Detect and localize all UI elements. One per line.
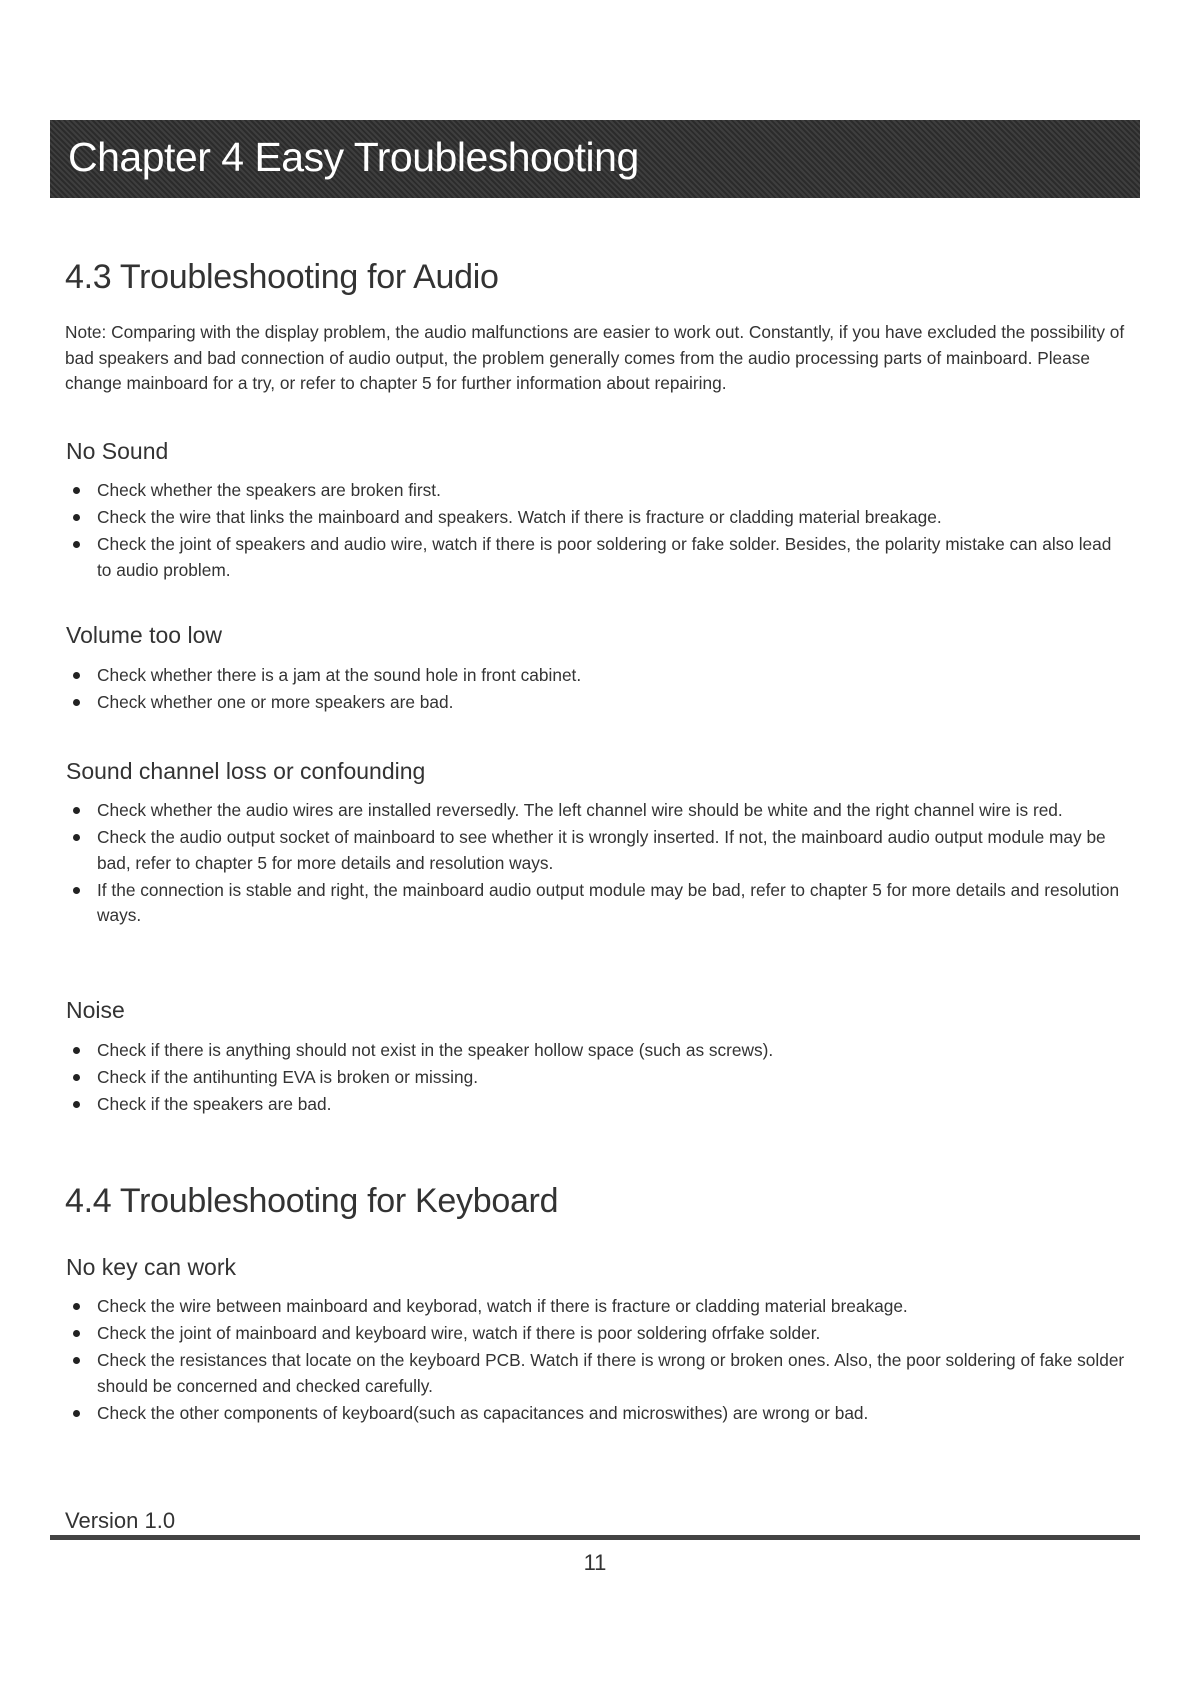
bullet-list xyxy=(0,478,1130,585)
list-item-text: Check the other components of keyboard(such as capacitances and microswithes) are wrong or bad. xyxy=(97,1402,869,1423)
list-item xyxy=(0,1065,1130,1091)
list-item xyxy=(0,1038,1130,1064)
bullet-icon xyxy=(73,487,80,494)
section-title-keyboard: 4.4 Troubleshooting for Keyboard xyxy=(65,1182,559,1220)
list-item xyxy=(0,663,1130,689)
section-title-audio: 4.3 Troubleshooting for Audio xyxy=(65,258,499,296)
list-item xyxy=(0,478,1130,504)
bullet-icon xyxy=(73,1357,80,1364)
page-number: 11 xyxy=(583,1550,607,1575)
list-item xyxy=(0,798,1130,824)
bullet-icon xyxy=(73,1330,80,1337)
bullet-icon xyxy=(73,699,80,706)
list-item-text: Check whether one or more speakers are bad. xyxy=(97,692,454,712)
bullet-icon xyxy=(73,541,80,548)
bullet-icon xyxy=(73,1303,80,1310)
list-item-text: Check if the antihunting EVA is broken or missing. xyxy=(97,1067,479,1087)
footer-divider xyxy=(50,1535,1140,1540)
list-item xyxy=(0,1294,1130,1320)
list-item-text: Check whether the speakers are broken first. xyxy=(97,480,441,500)
chapter-header-bar xyxy=(50,120,1140,198)
list-item-text: Check the joint of speakers and audio wire, watch if there is poor soldering or fake solder. Besides, the polarity mistake can also lead to audio problem. xyxy=(97,534,1112,580)
bullet-icon xyxy=(73,887,80,894)
list-item xyxy=(0,1348,1130,1399)
subsection-title: Volume too low xyxy=(66,622,222,648)
chapter-title: Chapter 4 Easy Troubleshooting xyxy=(68,134,639,180)
list-item-text: If the connection is stable and right, the mainboard audio output module may be bad, refer to chapter 5 for more details and resolution ways. xyxy=(97,879,1120,925)
list-item xyxy=(0,1401,1130,1427)
list-item-text: Check the wire between mainboard and keyborad, watch if there is fracture or cladding material breakage. xyxy=(97,1296,908,1316)
list-item xyxy=(0,825,1130,876)
bullet-icon xyxy=(73,1074,80,1081)
list-item xyxy=(0,505,1130,531)
audio-note: Note: Comparing with the display problem, the audio malfunctions are easier to work out. Constantly, if you have excluded the possibility of bad speakers and bad connection of audio output, the problem generally comes from the audio processing parts of mainboard. Please change mainboard for a try, or refer to chapter 5 for further information about repairing. xyxy=(65,322,1125,393)
bullet-icon xyxy=(73,807,80,814)
bullet-list xyxy=(0,798,1130,930)
subsection-title: Sound channel loss or confounding xyxy=(66,758,426,784)
list-item-text: Check if there is anything should not exist in the speaker hollow space (such as screws). xyxy=(97,1040,774,1060)
list-item-text: Check the joint of mainboard and keyboard wire, watch if there is poor soldering ofrfake solder. xyxy=(97,1323,821,1343)
list-item xyxy=(0,878,1130,929)
list-item xyxy=(0,690,1130,716)
list-item-text: Check the resistances that locate on the keyboard PCB. Watch if there is wrong or broken ones. Also, the poor soldering of fake solder should be concerned and checked carefully. xyxy=(97,1350,1125,1396)
bullet-icon xyxy=(73,1101,80,1108)
list-item xyxy=(0,532,1130,583)
bullet-icon xyxy=(73,672,80,679)
bullet-list xyxy=(0,1038,1130,1119)
list-item-text: Check the audio output socket of mainboard to see whether it is wrongly inserted. If not, the mainboard audio output module may be bad, refer to chapter 5 for more details and resolution ways. xyxy=(97,827,1106,873)
list-item xyxy=(0,1092,1130,1118)
bullet-icon xyxy=(73,834,80,841)
list-item-text: Check whether the audio wires are installed reversedly. The left channel wire should be white and the right channel wire is red. xyxy=(97,800,1063,820)
subsection-title: Noise xyxy=(66,997,125,1023)
list-item xyxy=(0,1321,1130,1347)
bullet-icon xyxy=(73,514,80,521)
version-label: Version 1.0 xyxy=(65,1508,176,1533)
bullet-icon xyxy=(73,1047,80,1054)
bullet-list xyxy=(0,663,1130,717)
bullet-icon xyxy=(73,1410,80,1417)
list-item-text: Check if the speakers are bad. xyxy=(97,1094,332,1114)
bullet-list xyxy=(0,1294,1130,1428)
subsection-title: No key can work xyxy=(66,1254,237,1280)
subsection-title: No Sound xyxy=(66,438,169,464)
list-item-text: Check the wire that links the mainboard and speakers. Watch if there is fracture or cladding material breakage. xyxy=(97,507,942,527)
list-item-text: Check whether there is a jam at the sound hole in front cabinet. xyxy=(97,665,582,685)
